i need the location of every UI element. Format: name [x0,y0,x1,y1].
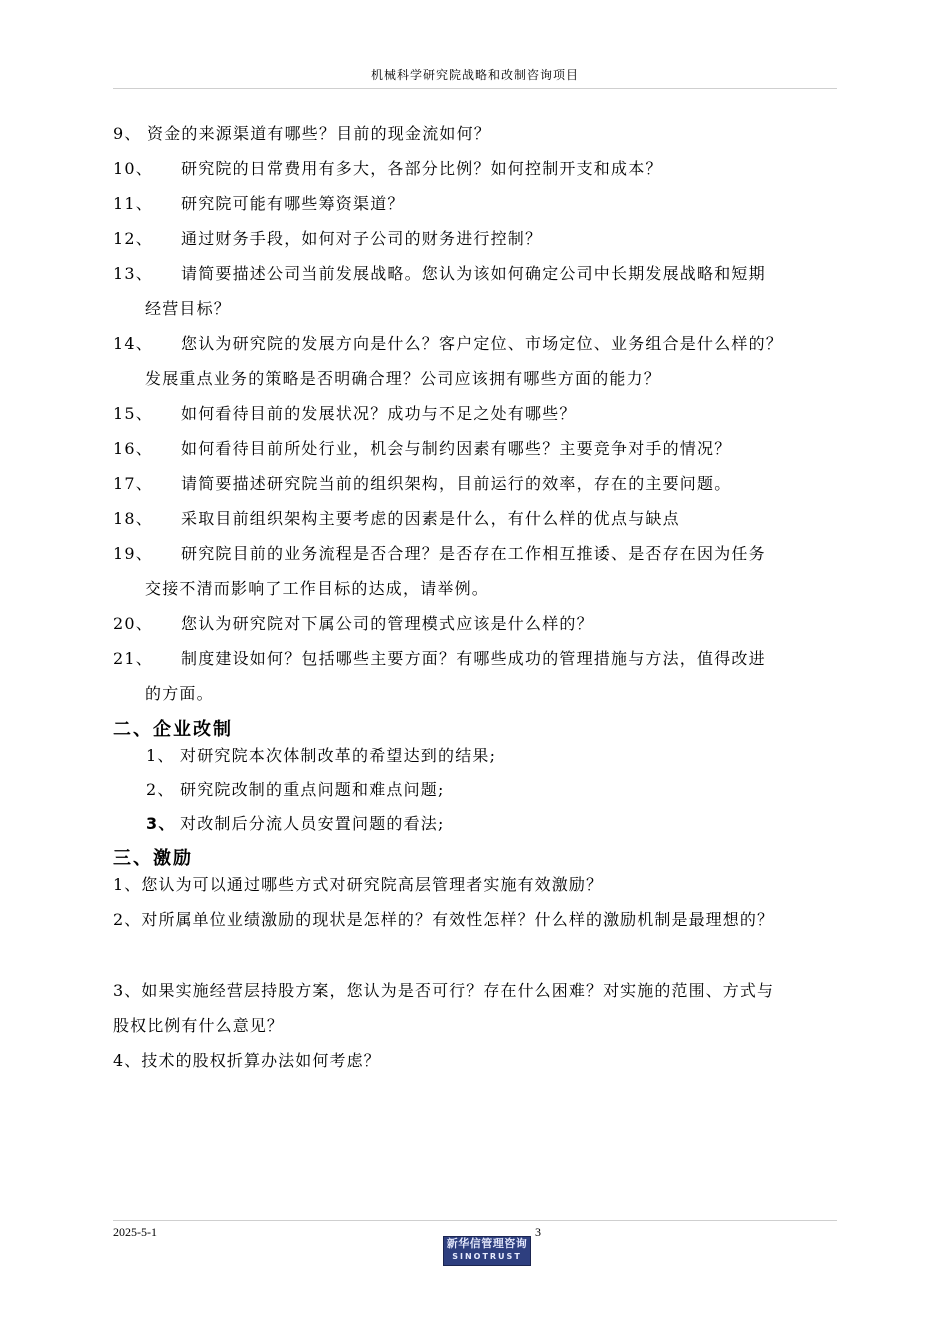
question-text: 如何看待目前所处行业，机会与制约因素有哪些？主要竞争对手的情况？ [181,439,732,458]
question-number: 17、 [113,474,153,493]
question-item-16 [113,431,843,466]
question-text: 研究院可能有哪些筹资渠道？ [181,194,405,213]
question-number: 11、 [113,194,153,213]
item-text: 2、对所属单位业绩激励的现状是怎样的？有效性怎样？什么样的激励机制是最理想的？ [113,910,775,929]
question-text: 资金的来源渠道有哪些？目前的现金流如何？ [147,124,492,143]
question-number: 9、 [113,124,142,143]
question-item-13 [113,256,843,326]
question-number: 16、 [113,439,153,458]
item-text: 4、技术的股权折算办法如何考虑？ [113,1051,381,1070]
question-number: 19、 [113,544,153,563]
question-number: 14、 [113,334,153,353]
question-item-11 [113,186,843,221]
question-text-continued: 的方面。 [145,684,214,703]
item-number: 1、 [146,746,175,765]
question-number: 21、 [113,649,153,668]
item-text: 对改制后分流人员安置问题的看法; [180,814,445,833]
question-text: 制度建设如何？包括哪些主要方面？有哪些成功的管理措施与方法，值得改进 [181,649,766,668]
section-heading-incentive: 三、激励 [113,848,193,869]
item-text: 3、如果实施经营层持股方案，您认为是否可行？存在什么困难？对实施的范围、方式与 [113,981,775,1000]
question-item-12 [113,221,843,256]
incentive-item-4 [113,1043,853,1078]
question-item-15 [113,396,843,431]
item-text: 1、您认为可以通过哪些方式对研究院高层管理者实施有效激励？ [113,875,604,894]
page-number: 3 [535,1225,541,1239]
header-title: 机械科学研究院战略和改制咨询项目 [370,68,579,82]
question-item-20 [113,606,843,641]
reform-item-1 [146,744,496,768]
reform-item-2 [146,778,445,802]
question-text: 研究院目前的业务流程是否合理？是否存在工作相互推诿、是否存在因为任务 [181,544,766,563]
question-number: 18、 [113,509,153,528]
question-item-21 [113,641,843,711]
question-text-continued: 经营目标？ [145,299,232,318]
question-text: 采取目前组织架构主要考虑的因素是什么，有什么样的优点与缺点 [181,509,680,528]
question-item-17 [113,466,843,501]
item-text-continued: 股权比例有什么意见？ [113,1016,285,1035]
incentive-item-3 [113,973,853,1043]
question-item-14 [113,326,843,396]
question-number: 12、 [113,229,153,248]
section-heading-reform: 二、企业改制 [113,719,233,740]
question-text-continued: 发展重点业务的策略是否明确合理？公司应该拥有哪些方面的能力？ [145,369,662,388]
question-number: 10、 [113,159,153,178]
incentive-item-2 [113,902,853,937]
question-text: 请简要描述研究院当前的组织架构，目前运行的效率，存在的主要问题。 [181,474,732,493]
footer-divider [113,1220,837,1221]
header-divider [113,88,837,89]
item-number: 3、 [146,814,176,833]
question-number: 15、 [113,404,153,423]
question-text: 通过财务手段，如何对子公司的财务进行控制？ [181,229,543,248]
item-number: 2、 [146,780,175,799]
question-text: 您认为研究院对下属公司的管理模式应该是什么样的？ [181,614,594,633]
question-number: 20、 [113,614,153,633]
logo-chinese-text: 新华信管理咨询 [446,1237,528,1250]
item-text: 对研究院本次体制改革的希望达到的结果; [180,746,497,765]
question-text: 请简要描述公司当前发展战略。您认为该如何确定公司中长期发展战略和短期 [181,264,766,283]
incentive-item-1 [113,867,853,902]
item-text: 研究院改制的重点问题和难点问题; [180,780,445,799]
question-text-continued: 交接不清而影响了工作目标的达成，请举例。 [145,579,490,598]
question-text: 您认为研究院的发展方向是什么？客户定位、市场定位、业务组合是什么样的？ [181,334,784,353]
reform-item-3 [146,812,445,836]
question-item-9 [113,116,843,151]
logo-english-text: SINOTRUST [452,1252,522,1261]
question-item-19 [113,536,843,606]
question-item-10 [113,151,843,186]
question-item-18 [113,501,843,536]
sinotrust-logo [443,1236,531,1266]
question-text: 研究院的日常费用有多大，各部分比例？如何控制开支和成本？ [181,159,663,178]
question-text: 如何看待目前的发展状况？成功与不足之处有哪些？ [181,404,577,423]
question-number: 13、 [113,264,153,283]
footer-date: 2025-5-1 [113,1225,157,1239]
